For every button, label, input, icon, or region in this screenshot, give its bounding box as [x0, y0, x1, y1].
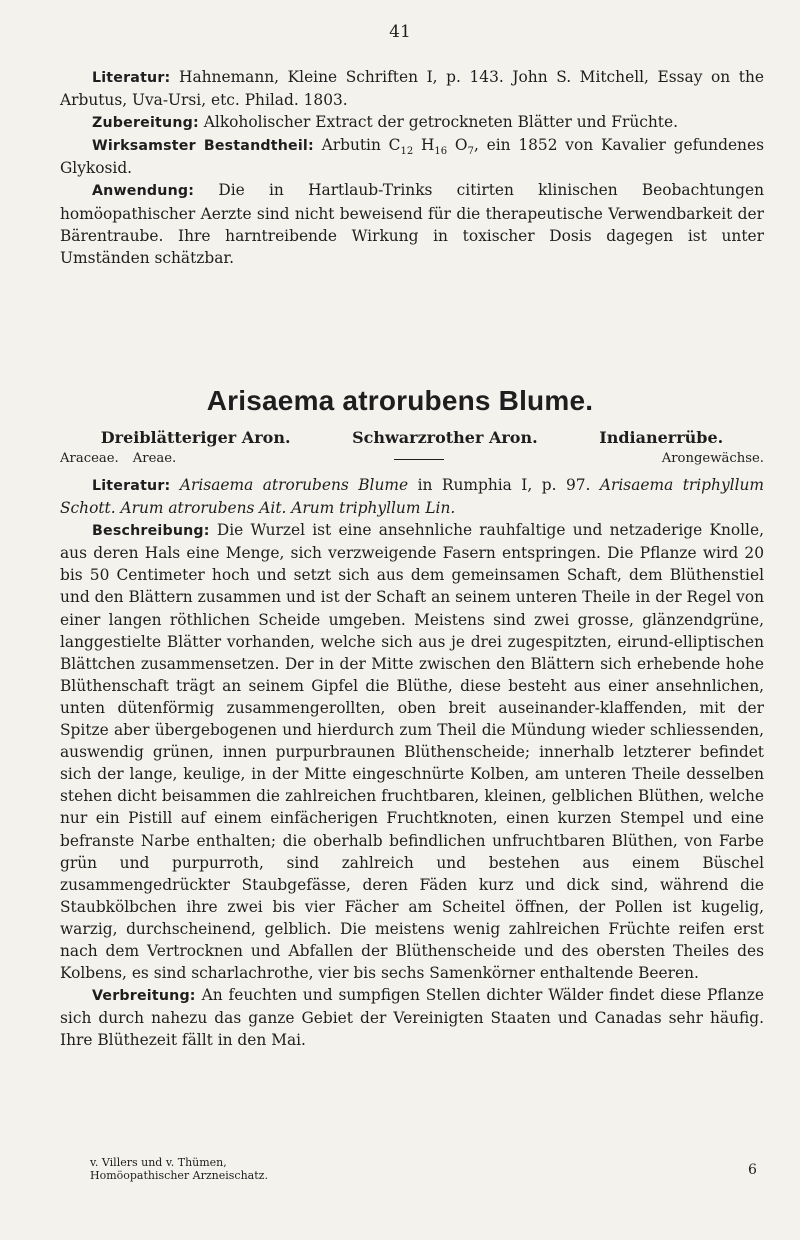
literatur-text: Hahnemann, Kleine Schriften I, p. 143. John S. Mitchell, Essay on the Arbutus, Uva-Ursi, etc. Philad. 1803. — [60, 68, 764, 110]
family-row — [60, 451, 764, 466]
common-name-1: Dreiblätteriger Aron. — [100, 428, 291, 447]
wirksamster-text: , ein 1852 von Kavalier gefundenes Glykosid. — [60, 136, 764, 178]
formula-sub-c: 12 — [400, 146, 414, 158]
verbreitung-text: An feuchten und sumpfigen Stellen dichter Wälder findet diese Pflanze sich durch nahezu das ganze Gebiet der Vereinigten Staaten und Canadas sehr häufig. Ihre Blüthezeit fällt in den Mai. — [60, 986, 764, 1050]
verbreitung-label: Verbreitung: — [92, 988, 196, 1005]
formula-sub-o: 7 — [467, 146, 474, 158]
mono-literatur-t3: Arisaema triphyllum Schott. Arum atrorubens Ait. Arum triphyllum Lin. — [60, 476, 764, 518]
anwendung-text: Die in Hartlaub-Trinks citirten klinischen Beobachtungen homöopathischer Aerzte sind nicht beweisend für die therapeutische Verwendbarkeit der Bärentraube. Ihre harntreibende Wirkung in toxischer Dosis dagegen ist unter Umständen schätzbar. — [60, 181, 764, 267]
beschreibung-label: Beschreibung: — [92, 523, 210, 540]
footer-line-2: Homöopathischer Arzneischatz. — [90, 1169, 268, 1182]
zubereitung-paragraph — [60, 111, 764, 134]
literatur-label: Literatur: — [92, 70, 171, 86]
wirksamster-label: Wirksamster Bestandtheil: — [92, 138, 314, 155]
beschreibung-text: Die Wurzel ist eine ansehnliche rauhfaltige und netzaderige Knolle, aus deren Hals eine Menge, sich verzweigende Fasern entspringen. Die Pflanze wird 20 bis 50 Centimeter hoch und setzt sich aus dem gemeinsamen Schaft, dem Blüthenstiel und den Blättern zusammen und ist der Schaft an seinem unteren Theile in der Regel von einer langen röthlichen Scheide umgeben. Meistens sind zwei grosse, glänzendgrüne, langgestielte Blätter vorhanden, welche sich aus je drei zugespitzten, eirund-elliptischen Blättchen zusammensetzen. Der in der Mitte zwischen den Blättern sich erhebende hohe Blüthenschaft trägt an seinem Gipfel die Blüthe, diese besteht aus einer ansehnlichen, unten dütenförmig zusammengerollten, oben breit auseinander-klaffenden, mit der Spitze aber übergebogenen und hierdurch zum Theil die Mündung wieder schliessenden, auswendig grünen, innen purpurbraunen Blüthenscheide; innerhalb letzterer befindet sich der lange, keulige, in der Mitte eingeschnürte Kolben, am unteren Theile desselben stehen dicht beisammen die zahlreichen fruchtbaren, kleinen, gelblichen Blüthen, welche nur ein Pistill auf einem einfächerigen Fruchtknoten, einen kurzen Stempel und eine befranste Narbe enthalten; die oberhalb befindlichen unfruchtbaren Blüthen, von Farbe grün und purpurroth, sind zahlreich und bestehen aus einem Büschel zusammengedrückter Staubgefässe, deren Fäden kurz und dick sind, während die Staubkölbchen ihre zwei bis vier Fächer am Scheitel öffnen, der Pollen ist kugelig, warzig, durchscheinend, gelblich. Die meistens wenig zahlreichen Früchte reifen erst nach dem Vertrocknen und Abfallen der Blüthenscheide und des obersten Theiles des Kolbens, es sind scharlachrothe, vier bis sechs Samenkörner enthaltende Beeren. — [60, 521, 764, 983]
wirksamster-paragraph — [60, 134, 764, 179]
common-name-2: Schwarzrother Aron. — [352, 428, 538, 447]
monograph-title: Arisaema atrorubens Blume. — [206, 385, 594, 416]
tribe-latin: Areae. — [132, 451, 177, 466]
formula-text: Arbutin C — [321, 136, 401, 155]
zubereitung-text: Alkoholischer Extract der getrockneten Blätter und Früchte. — [203, 113, 678, 132]
family-german: Arongewächse. — [661, 451, 764, 466]
verbreitung-paragraph — [60, 984, 764, 1051]
signature-mark: 6 — [748, 1162, 757, 1178]
formula-o: O — [447, 136, 468, 155]
family-latin: Araceae. — [60, 451, 119, 466]
arisaema-section — [60, 474, 764, 1051]
beschreibung-paragraph — [60, 519, 764, 984]
mono-literatur-t2: in Rumphia I, p. 97. — [408, 476, 600, 494]
arbutus-section-end — [60, 66, 764, 269]
zubereitung-label: Zubereitung: — [92, 115, 199, 132]
mono-literatur-label: Literatur: — [92, 478, 171, 494]
anwendung-paragraph — [60, 179, 764, 268]
anwendung-label: Anwendung: — [92, 183, 195, 200]
mono-literatur-paragraph — [60, 474, 764, 519]
footer-credit — [90, 1156, 268, 1182]
page-number: 41 — [389, 22, 411, 42]
literatur-paragraph — [60, 66, 764, 111]
formula-sub-h: 16 — [434, 146, 448, 158]
mono-literatur-t1: Arisaema atrorubens Blume — [179, 476, 409, 494]
common-name-3: Indianerrübe. — [599, 428, 724, 447]
formula-h: H — [413, 136, 435, 155]
footer-line-1: v. Villers und v. Thümen, — [90, 1156, 227, 1169]
common-names — [60, 428, 764, 447]
divider-dash — [394, 459, 444, 460]
